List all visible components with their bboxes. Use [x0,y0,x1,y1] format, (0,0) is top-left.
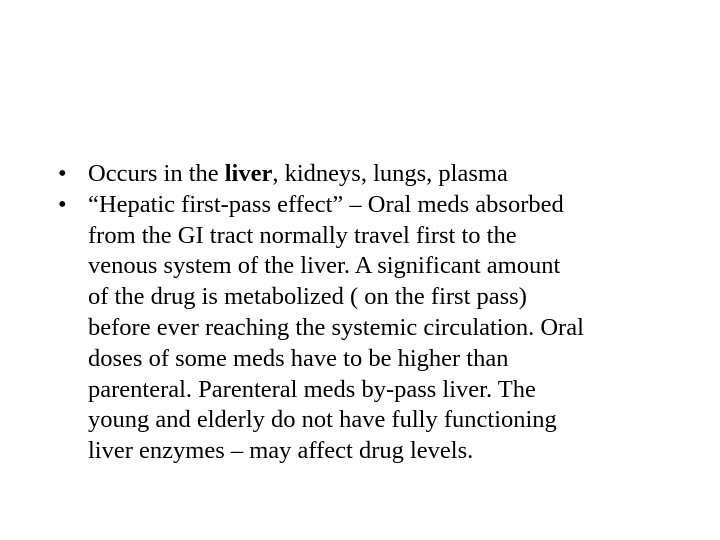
bullet-list [58,159,698,467]
text-segment: , kidneys, lungs, plasma [272,160,508,187]
bullet-line: venous system of the liver. A significant amount [88,252,561,280]
bullet-line: from the GI tract normally travel first to the [88,221,517,249]
bullet-line: before ever reaching the systemic circulation. Oral [88,313,584,341]
emphasized-text: liver [224,160,273,187]
bullet-text [88,159,698,190]
bullet-line: “Hepatic first-pass effect” – Oral meds absorbed [88,190,564,218]
bullet-line: parenteral. Parenteral meds by-pass liver. The [88,375,536,403]
bullet-line: liver enzymes – may affect drug levels. [88,437,474,465]
text-segment: Occurs in the [88,160,225,187]
bullet-line: of the drug is metabolized ( on the first pass) [88,283,527,311]
bullet-marker: • [58,160,67,187]
bullet-item-first-pass-effect [58,190,698,467]
bullet-line: doses of some meds have to be higher than [88,344,509,372]
bullet-marker: • [58,190,67,218]
bullet-item-metabolism-sites [58,159,698,190]
bullet-line: young and elderly do not have fully functioning [88,406,557,434]
